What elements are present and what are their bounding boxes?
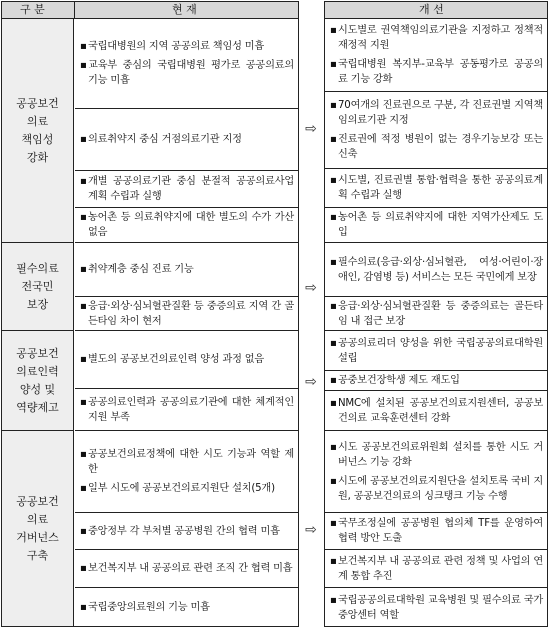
category-line: 역량제고 xyxy=(16,400,59,414)
current-row-8 xyxy=(75,389,298,431)
current-item: ▪ 응급·외상·심뇌혈관질환 등 중증의료 지역 간 골든타임 차이 현저 xyxy=(88,299,294,329)
category-line: 의료 xyxy=(26,512,49,526)
improvement-item: ▪ 국립대병원 복지부-교육부 공동평가로 공공의료 기능 강화 xyxy=(338,57,543,87)
improvement-row-9 xyxy=(325,391,547,431)
category-line: 강화 xyxy=(26,150,49,164)
category-line: 전국민 xyxy=(21,279,54,293)
current-row-2 xyxy=(75,109,298,171)
current-item: ▪ 공공의료인력과 공공의료기관에 대한 체계적인 지원 부족 xyxy=(88,395,294,425)
current-row-7 xyxy=(75,331,298,389)
category-line: 의료인력 xyxy=(16,364,59,378)
improvement-item: ▪ 국무조정실에 공공병원 협의체 TF를 운영하여 협력 방안 도출 xyxy=(338,516,543,546)
category-line: 필수의료 xyxy=(16,261,59,275)
current-item: ▪ 취약계층 중심 진료 기능 xyxy=(88,262,294,277)
improvement-row-11 xyxy=(325,513,547,550)
current-item: ▪ 개별 공공의료기관 중심 분절적 공공의료사업 계획 수립과 실행 xyxy=(88,174,294,204)
current-item: ▪ 국립중앙의료원의 기능 미흡 xyxy=(88,600,294,615)
current-item: ▪ 국립대병원의 지역 공공의료 책임성 미흡 xyxy=(88,39,294,54)
improvement-item: ▪ 시도에 공공보건의료지원단을 설치토록 국비 지원, 공공보건의료의 싱크탱크 기능 수행 xyxy=(338,474,543,504)
improvement-row-1 xyxy=(325,19,547,92)
current-row-1 xyxy=(75,19,298,109)
current-row-12 xyxy=(75,588,298,627)
category-line: 보장 xyxy=(26,297,49,311)
arrow-right-icon: ⇨ xyxy=(305,121,317,137)
category-line: 의료 xyxy=(26,114,49,128)
category-line: 구축 xyxy=(26,548,49,562)
improvement-item: ▪ 보건복지부 내 공공의료 관련 정책 및 사업의 연계 통합 추진 xyxy=(338,554,543,584)
improvement-item: ▪ 진료권에 적정 병원이 없는 경우기능보강 또는 신축 xyxy=(338,132,543,162)
current-item: ▪ 의료취약지 중심 거점의료기관 지정 xyxy=(88,132,294,147)
category-cell-3 xyxy=(2,331,74,431)
improvement-row-6 xyxy=(325,297,547,331)
current-row-5 xyxy=(75,243,298,297)
improvement-item: ▪ 시도별, 진료권별 통합·협력을 통한 공공의료계획 수립과 실행 xyxy=(338,173,543,203)
current-row-3 xyxy=(75,171,298,208)
improvement-row-5 xyxy=(325,243,547,297)
category-line: 공공보건 xyxy=(16,346,59,360)
current-item: ▪ 일부 시도에 공공보건의료지원단 설치(5개) xyxy=(88,481,294,496)
improvement-item: ▪ 시도별로 권역책임의료기관을 지정하고 정책적 재정적 지원 xyxy=(338,23,543,53)
header-category: 구 분 xyxy=(20,3,45,16)
improvement-item: ▪ 응급·외상·심뇌혈관질환 등 중증의료는 골든타임 내 접근 보장 xyxy=(338,299,543,329)
improvement-row-8 xyxy=(325,371,547,391)
category-line: 거버넌스 xyxy=(16,530,59,544)
arrow-right-icon: ⇨ xyxy=(305,280,317,296)
improvement-row-2 xyxy=(325,92,547,169)
improvement-row-13 xyxy=(325,588,547,627)
improvement-item: ▪ 공중보건장학생 제도 재도입 xyxy=(338,373,543,388)
improvement-item: ▪ 농어촌 등 의료취약지에 대한 지역가산제도 도입 xyxy=(338,210,543,240)
current-row-9 xyxy=(75,431,298,513)
improvement-item: ▪ 70여개의 진료권으로 구분, 각 진료권별 지역책임의료기관 지정 xyxy=(338,98,543,128)
current-item: ▪ 별도의 공공보건의료인력 양성 과정 없음 xyxy=(88,352,294,367)
improvement-item: ▪ NMC에 설치된 공공보건의료지원센터, 공공보건의료 교육훈련센터 강화 xyxy=(338,396,543,426)
category-line: 양성 및 xyxy=(19,382,56,396)
improvement-item: ▪ 공공의료리더 양성을 위한 국립공공의료대학원 설립 xyxy=(338,336,543,366)
category-line: 공공보건 xyxy=(16,96,59,110)
current-row-4 xyxy=(75,208,298,243)
category-cell-2 xyxy=(2,243,74,331)
header-current: 현 재 xyxy=(172,3,197,16)
improvement-row-7 xyxy=(325,331,547,371)
current-row-6 xyxy=(75,297,298,331)
improvement-item: ▪ 국립공공의료대학원 교육병원 및 필수의료 국가중앙센터 역할 xyxy=(338,593,543,623)
improvement-item: ▪ 필수의료(응급·외상·심뇌혈관, 여성·어린이·장애인, 감염병 등) 서비스는 모든 국민에게 보장 xyxy=(338,255,543,285)
improvement-item: ▪ 시도 공공보건의료위원회 설치를 통한 시도 거버넌스 기능 강화 xyxy=(338,440,543,470)
current-status-table xyxy=(1,1,299,627)
current-row-10 xyxy=(75,513,298,550)
category-line: 책임성 xyxy=(21,132,54,146)
current-item: ▪ 보건복지부 내 공공의료 관련 조직 간 협력 미흡 xyxy=(88,561,294,576)
improvement-row-10 xyxy=(325,431,547,513)
improvement-row-3 xyxy=(325,169,547,208)
category-cell-1 xyxy=(2,19,74,243)
improvement-row-4 xyxy=(325,208,547,243)
current-item: ▪ 중앙정부 각 부처별 공공병원 간의 협력 미흡 xyxy=(88,524,294,539)
left-table-header xyxy=(2,2,298,19)
right-table-header xyxy=(325,2,547,19)
current-item: ▪ 공공보건의료정책에 대한 시도 기능과 역할 제한 xyxy=(88,447,294,477)
arrow-right-icon: ⇨ xyxy=(305,374,317,390)
improvement-table xyxy=(324,1,548,627)
current-item: ▪ 교육부 중심의 국립대병원 평가로 공공의료의 기능 미흡 xyxy=(88,58,294,88)
current-row-11 xyxy=(75,550,298,588)
category-cell-4 xyxy=(2,431,74,627)
header-divider xyxy=(74,2,75,18)
category-line: 공공보건 xyxy=(16,494,59,508)
current-item: ▪ 농어촌 등 의료취약지에 대한 별도의 수가 가산 없음 xyxy=(88,210,294,240)
header-improvement: 개 선 xyxy=(419,3,444,16)
improvement-row-12 xyxy=(325,550,547,588)
arrow-right-icon: ⇨ xyxy=(305,522,317,538)
